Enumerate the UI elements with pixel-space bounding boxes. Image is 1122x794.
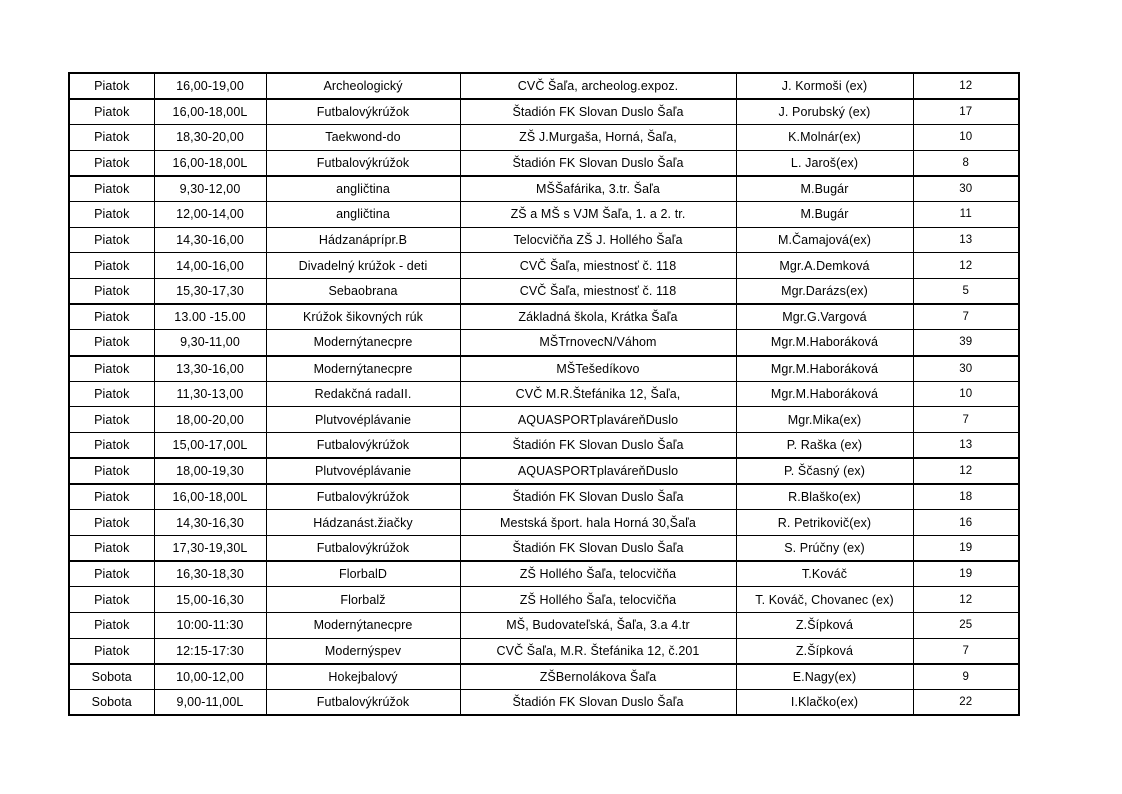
leader-cell: K.Molnár(ex) [736,124,913,150]
count-cell: 7 [913,304,1019,330]
activity-cell: Futbalovýkrúžok [266,99,460,125]
table-row [69,664,1019,690]
day-cell: Piatok [69,638,154,664]
day-cell: Piatok [69,484,154,510]
time-cell: 16,00-18,00L [154,484,266,510]
time-cell: 12:15-17:30 [154,638,266,664]
activity-cell: Hokejbalový [266,664,460,690]
leader-cell: L. Jaroš(ex) [736,150,913,176]
place-cell: Telocvičňa ZŠ J. Hollého Šaľa [460,227,736,253]
count-cell: 9 [913,664,1019,690]
count-cell: 7 [913,407,1019,433]
place-cell: AQUASPORTplaváreňDuslo [460,407,736,433]
time-cell: 14,30-16,00 [154,227,266,253]
place-cell: ZŠ Hollého Šaľa, telocvičňa [460,587,736,613]
count-cell: 17 [913,99,1019,125]
place-cell: MŠTešedíkovo [460,356,736,382]
leader-cell: Mgr.Darázs(ex) [736,279,913,305]
day-cell: Piatok [69,253,154,279]
leader-cell: P. Raška (ex) [736,433,913,459]
place-cell: CVČ Šaľa, archeolog.expoz. [460,73,736,99]
table-row [69,638,1019,664]
count-cell: 10 [913,124,1019,150]
count-cell: 12 [913,253,1019,279]
activity-cell: Modernýspev [266,638,460,664]
activity-cell: angličtina [266,176,460,202]
leader-cell: J. Porubský (ex) [736,99,913,125]
leader-cell: S. Prúčny (ex) [736,535,913,561]
activity-cell: Futbalovýkrúžok [266,484,460,510]
count-cell: 12 [913,587,1019,613]
leader-cell: T. Kováč, Chovanec (ex) [736,587,913,613]
activity-cell: Modernýtanecpre [266,356,460,382]
leader-cell: R.Blaško(ex) [736,484,913,510]
table-row [69,124,1019,150]
activity-cell: Krúžok šikovných rúk [266,304,460,330]
activity-cell: Divadelný krúžok - deti [266,253,460,279]
leader-cell: M.Bugár [736,201,913,227]
day-cell: Piatok [69,458,154,484]
count-cell: 19 [913,535,1019,561]
time-cell: 18,00-19,30 [154,458,266,484]
count-cell: 30 [913,176,1019,202]
activity-cell: Hádzanást.žiačky [266,510,460,536]
activity-cell: Hádzanáprípr.B [266,227,460,253]
activity-cell: Sebaobrana [266,279,460,305]
time-cell: 11,30-13,00 [154,381,266,407]
time-cell: 10,00-12,00 [154,664,266,690]
leader-cell: T.Kováč [736,561,913,587]
table-row [69,304,1019,330]
day-cell: Piatok [69,279,154,305]
count-cell: 39 [913,330,1019,356]
place-cell: Štadión FK Slovan Duslo Šaľa [460,484,736,510]
leader-cell: Mgr.Mika(ex) [736,407,913,433]
time-cell: 12,00-14,00 [154,201,266,227]
table-row [69,433,1019,459]
leader-cell: J. Kormoši (ex) [736,73,913,99]
table-row [69,690,1019,716]
table-row [69,150,1019,176]
time-cell: 16,30-18,30 [154,561,266,587]
day-cell: Piatok [69,510,154,536]
count-cell: 25 [913,612,1019,638]
leader-cell: I.Klačko(ex) [736,690,913,716]
table-row [69,381,1019,407]
place-cell: MŠ, Budovateľská, Šaľa, 3.a 4.tr [460,612,736,638]
place-cell: Štadión FK Slovan Duslo Šaľa [460,99,736,125]
time-cell: 9,30-11,00 [154,330,266,356]
day-cell: Piatok [69,73,154,99]
activity-cell: Modernýtanecpre [266,612,460,638]
place-cell: ZŠ a MŠ s VJM Šaľa, 1. a 2. tr. [460,201,736,227]
activity-cell: Archeologický [266,73,460,99]
activity-cell: angličtina [266,201,460,227]
day-cell: Piatok [69,201,154,227]
leader-cell: E.Nagy(ex) [736,664,913,690]
time-cell: 15,30-17,30 [154,279,266,305]
activity-cell: Plutvovéplávanie [266,407,460,433]
leader-cell: Z.Šípková [736,612,913,638]
count-cell: 18 [913,484,1019,510]
leader-cell: R. Petrikovič(ex) [736,510,913,536]
place-cell: CVČ Šaľa, miestnosť č. 118 [460,279,736,305]
time-cell: 16,00-18,00L [154,150,266,176]
time-cell: 15,00-16,30 [154,587,266,613]
place-cell: MŠTrnovecN/Váhom [460,330,736,356]
table-row [69,587,1019,613]
day-cell: Piatok [69,561,154,587]
time-cell: 9,30-12,00 [154,176,266,202]
time-cell: 18,00-20,00 [154,407,266,433]
activity-cell: Taekwond-do [266,124,460,150]
schedule-table [68,72,1020,716]
leader-cell: Mgr.G.Vargová [736,304,913,330]
place-cell: Štadión FK Slovan Duslo Šaľa [460,433,736,459]
count-cell: 13 [913,227,1019,253]
day-cell: Piatok [69,99,154,125]
place-cell: CVČ Šaľa, M.R. Štefánika 12, č.201 [460,638,736,664]
day-cell: Piatok [69,535,154,561]
place-cell: ZŠBernolákova Šaľa [460,664,736,690]
count-cell: 12 [913,458,1019,484]
count-cell: 19 [913,561,1019,587]
table-row [69,201,1019,227]
table-row [69,227,1019,253]
day-cell: Piatok [69,356,154,382]
table-row [69,510,1019,536]
activity-cell: Futbalovýkrúžok [266,433,460,459]
place-cell: Mestská šport. hala Horná 30,Šaľa [460,510,736,536]
day-cell: Sobota [69,664,154,690]
table-row [69,279,1019,305]
schedule-body [69,73,1019,715]
table-row [69,484,1019,510]
count-cell: 5 [913,279,1019,305]
table-row [69,99,1019,125]
activity-cell: Futbalovýkrúžok [266,535,460,561]
table-row [69,356,1019,382]
activity-cell: Redakčná radaII. [266,381,460,407]
table-row [69,458,1019,484]
activity-cell: Florbalž [266,587,460,613]
place-cell: Základná škola, Krátka Šaľa [460,304,736,330]
place-cell: Štadión FK Slovan Duslo Šaľa [460,535,736,561]
place-cell: MŠŠafárika, 3.tr. Šaľa [460,176,736,202]
table-row [69,612,1019,638]
leader-cell: M.Bugár [736,176,913,202]
time-cell: 14,30-16,30 [154,510,266,536]
place-cell: CVČ M.R.Štefánika 12, Šaľa, [460,381,736,407]
day-cell: Piatok [69,612,154,638]
place-cell: ZŠ J.Murgaša, Horná, Šaľa, [460,124,736,150]
table-row [69,561,1019,587]
table-row [69,407,1019,433]
leader-cell: Mgr.M.Haboráková [736,356,913,382]
day-cell: Piatok [69,124,154,150]
day-cell: Piatok [69,304,154,330]
place-cell: Štadión FK Slovan Duslo Šaľa [460,150,736,176]
table-row [69,535,1019,561]
time-cell: 9,00-11,00L [154,690,266,716]
time-cell: 13,30-16,00 [154,356,266,382]
activity-cell: Modernýtanecpre [266,330,460,356]
day-cell: Piatok [69,433,154,459]
table-row [69,176,1019,202]
day-cell: Piatok [69,587,154,613]
time-cell: 17,30-19,30L [154,535,266,561]
day-cell: Piatok [69,227,154,253]
time-cell: 10:00-11:30 [154,612,266,638]
day-cell: Sobota [69,690,154,716]
count-cell: 10 [913,381,1019,407]
time-cell: 16,00-18,00L [154,99,266,125]
day-cell: Piatok [69,176,154,202]
table-row [69,330,1019,356]
count-cell: 7 [913,638,1019,664]
place-cell: AQUASPORTplaváreňDuslo [460,458,736,484]
activity-cell: Futbalovýkrúžok [266,150,460,176]
leader-cell: Mgr.M.Haboráková [736,330,913,356]
leader-cell: Mgr.A.Demková [736,253,913,279]
count-cell: 11 [913,201,1019,227]
day-cell: Piatok [69,381,154,407]
count-cell: 12 [913,73,1019,99]
count-cell: 22 [959,696,973,709]
leader-cell: P. Ščasný (ex) [736,458,913,484]
table-row [69,73,1019,99]
time-cell: 16,00-19,00 [154,73,266,99]
count-cell: 13 [913,433,1019,459]
place-cell: Štadión FK Slovan Duslo Šaľa [460,690,736,716]
day-cell: Piatok [69,150,154,176]
count-cell: 16 [913,510,1019,536]
count-cell: 8 [913,150,1019,176]
leader-cell: Mgr.M.Haboráková [736,381,913,407]
time-cell: 13.00 -15.00 [154,304,266,330]
day-cell: Piatok [69,407,154,433]
time-cell: 15,00-17,00L [154,433,266,459]
place-cell: ZŠ Hollého Šaľa, telocvičňa [460,561,736,587]
leader-cell: M.Čamajová(ex) [736,227,913,253]
table-row [69,253,1019,279]
activity-cell: Plutvovéplávanie [266,458,460,484]
day-cell: Piatok [69,330,154,356]
count-cell: 30 [913,356,1019,382]
place-cell: CVČ Šaľa, miestnosť č. 118 [460,253,736,279]
time-cell: 18,30-20,00 [154,124,266,150]
time-cell: 14,00-16,00 [154,253,266,279]
activity-cell: FlorbalD [266,561,460,587]
leader-cell: Z.Šípková [736,638,913,664]
activity-cell: Futbalovýkrúžok [266,690,460,716]
